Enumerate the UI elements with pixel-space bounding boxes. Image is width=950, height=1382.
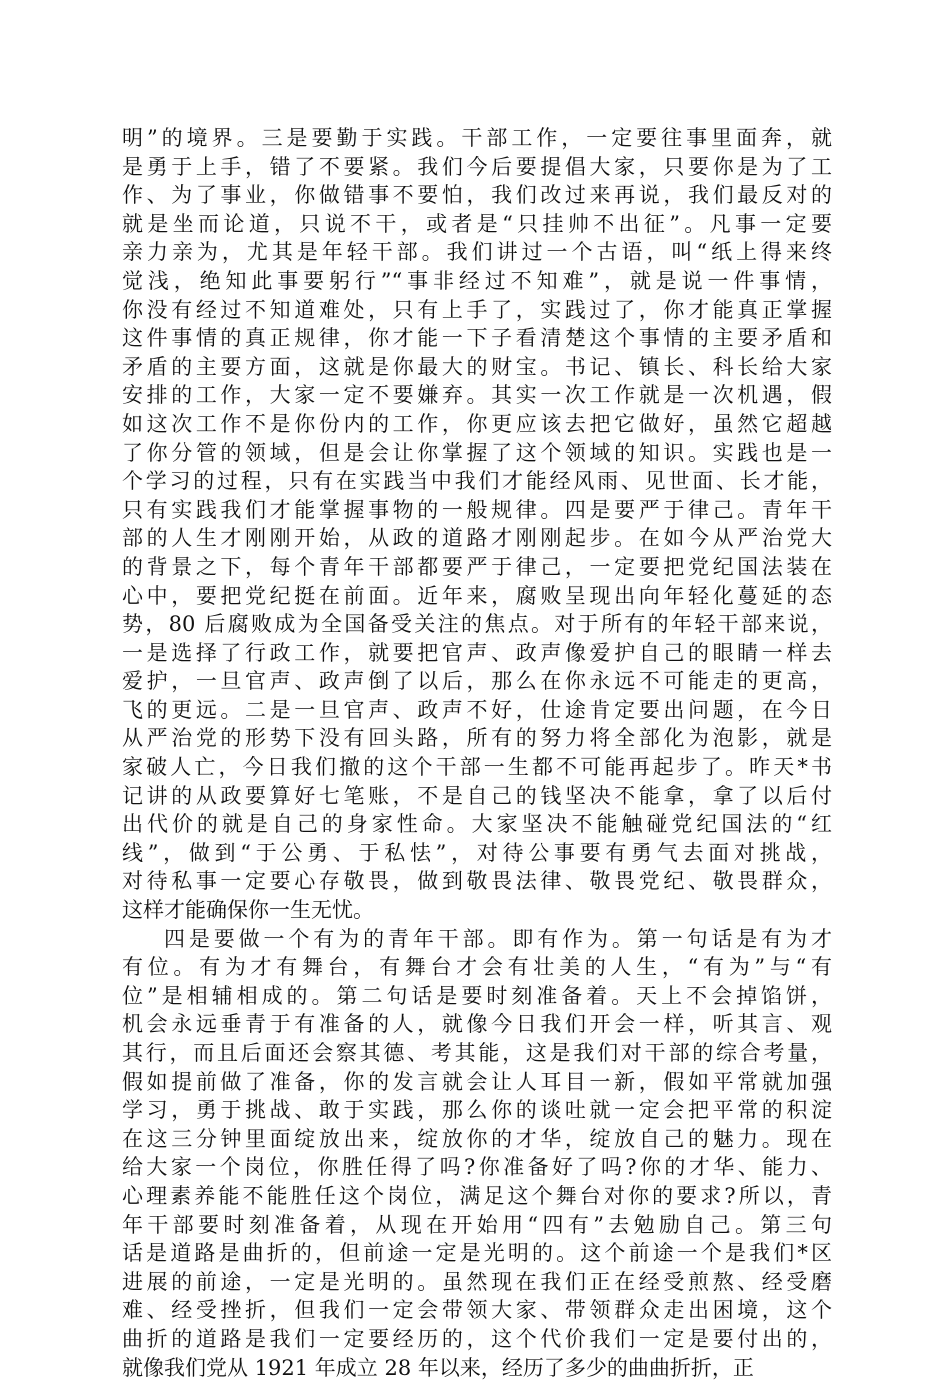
- text-line: 势，80 后腐败成为全国备受关注的焦点。对于所有的年轻干部来说，: [122, 612, 832, 637]
- text-line: 假如提前做了准备，你的发言就会让人耳目一新，假如平常就加强: [122, 1069, 832, 1094]
- text-line: 进展的前途，一定是光明的。虽然现在我们正在经受煎熬、经受磨: [122, 1269, 832, 1294]
- text-line: 这样才能确保你一生无忧。: [122, 898, 374, 923]
- text-line: 在这三分钟里面绽放出来，绽放你的才华，绽放自己的魅力。现在: [122, 1126, 832, 1151]
- text-line: 飞的更远。二是一旦官声、政声不好，仕途肯定要出问题，在今日: [122, 697, 832, 722]
- text-line: 给大家一个岗位，你胜任得了吗?你准备好了吗?你的才华、能力、: [122, 1155, 832, 1180]
- text-line: 家破人亡，今日我们撤的这个干部一生都不可能再起步了。昨天*书: [122, 755, 832, 780]
- text-line: 一是选择了行政工作，就要把官声、政声像爱护自己的眼睛一样去: [122, 640, 832, 665]
- text-line: 心理素养能不能胜任这个岗位，满足这个舞台对你的要求?所以，青: [122, 1183, 832, 1208]
- text-line: 亲力亲为，尤其是年轻干部。我们讲过一个古语，叫“纸上得来终: [122, 240, 832, 265]
- text-line: 就像我们党从 1921 年成立 28 年以来，经历了多少的曲曲折折，正: [122, 1355, 754, 1380]
- text-line: 安排的工作，大家一定不要嫌弃。其实一次工作就是一次机遇，假: [122, 383, 832, 408]
- text-line: 的背景之下，每个青年干部都要严于律己，一定要把党纪国法装在: [122, 554, 832, 579]
- text-line: 这件事情的真正规律，你才能一下子看清楚这个事情的主要矛盾和: [122, 326, 832, 351]
- text-line: 对待私事一定要心存敬畏，做到敬畏法律、敬畏党纪、敬畏群众，: [122, 869, 832, 894]
- text-line: 就是坐而论道，只说不干，或者是“只挂帅不出征”。凡事一定要: [122, 211, 832, 236]
- text-line: 线”，做到“于公勇、于私怯”，对待公事要有勇气去面对挑战，: [122, 840, 832, 865]
- text-line: 出代价的就是自己的身家性命。大家坚决不能触碰党纪国法的“红: [122, 812, 832, 837]
- text-line: 个学习的过程，只有在实践当中我们才能经风雨、见世面、长才能，: [122, 469, 832, 494]
- text-line: 有位。有为才有舞台，有舞台才会有壮美的人生，“有为”与“有: [122, 955, 832, 980]
- text-line: 其行，而且后面还会察其德、考其能，这是我们对干部的综合考量，: [122, 1041, 832, 1065]
- text-line: 话是道路是曲折的，但前途一定是光明的。这个前途一个是我们*区: [122, 1241, 832, 1266]
- text-line: 心中，要把党纪挺在前面。近年来，腐败呈现出向年轻化蔓延的态: [122, 583, 832, 608]
- text-line: 记讲的从政要算好七笔账，不是自己的钱坚决不能拿，拿了以后付: [122, 783, 832, 808]
- text-line: 机会永远垂青于有准备的人，就像今日我们开会一样，听其言、观: [122, 1012, 832, 1037]
- text-line: 了你分管的领域，但是会让你掌握了这个领域的知识。实践也是一: [122, 440, 832, 465]
- text-line: 难、经受挫折，但我们一定会带领大家、带领群众走出困境，这个: [122, 1298, 832, 1323]
- body-text: [122, 124, 832, 1382]
- text-line: 年干部要时刻准备着，从现在开始用“四有”去勉励自己。第三句: [122, 1212, 832, 1237]
- text-line: 矛盾的主要方面，这就是你最大的财宝。书记、镇长、科长给大家: [122, 354, 832, 379]
- text-line: 曲折的道路是我们一定要经历的，这个代价我们一定是要付出的，: [122, 1326, 832, 1351]
- text-line: 觉浅，绝知此事要躬行”“事非经过不知难”，就是说一件事情，: [122, 268, 832, 293]
- text-line: 是勇于上手，错了不要紧。我们今后要提倡大家，只要你是为了工: [122, 154, 832, 179]
- text-line: 从严治党的形势下没有回头路，所有的努力将全部化为泡影，就是: [122, 726, 832, 751]
- text-line: 位”是相辅相成的。第二句话是要时刻准备着。天上不会掉馅饼，: [122, 983, 832, 1008]
- text-line: 作、为了事业，你做错事不要怕，我们改过来再说，我们最反对的: [122, 183, 832, 208]
- text-line: 只有实践我们才能掌握事物的一般规律。四是要严于律己。青年干: [122, 497, 832, 522]
- text-line: 你没有经过不知道难处，只有上手了，实践过了，你才能真正掌握: [122, 297, 832, 322]
- text-line: 明”的境界。三是要勤于实践。干部工作，一定要往事里面奔，就: [122, 126, 832, 150]
- text-line: 学习，勇于挑战、敢于实践，那么你的谈吐就一定会把平常的积淀: [122, 1098, 832, 1123]
- text-line: 如这次工作不是你份内的工作，你更应该去把它做好，虽然它超越: [122, 411, 832, 436]
- text-line: 四是要做一个有为的青年干部。即有作为。第一句话是有为才: [164, 926, 832, 951]
- text-line: 爱护，一旦官声、政声倒了以后，那么在你永远不可能走的更高，: [122, 669, 832, 694]
- text-line: 部的人生才刚刚开始，从政的道路才刚刚起步。在如今从严治党大: [122, 526, 832, 551]
